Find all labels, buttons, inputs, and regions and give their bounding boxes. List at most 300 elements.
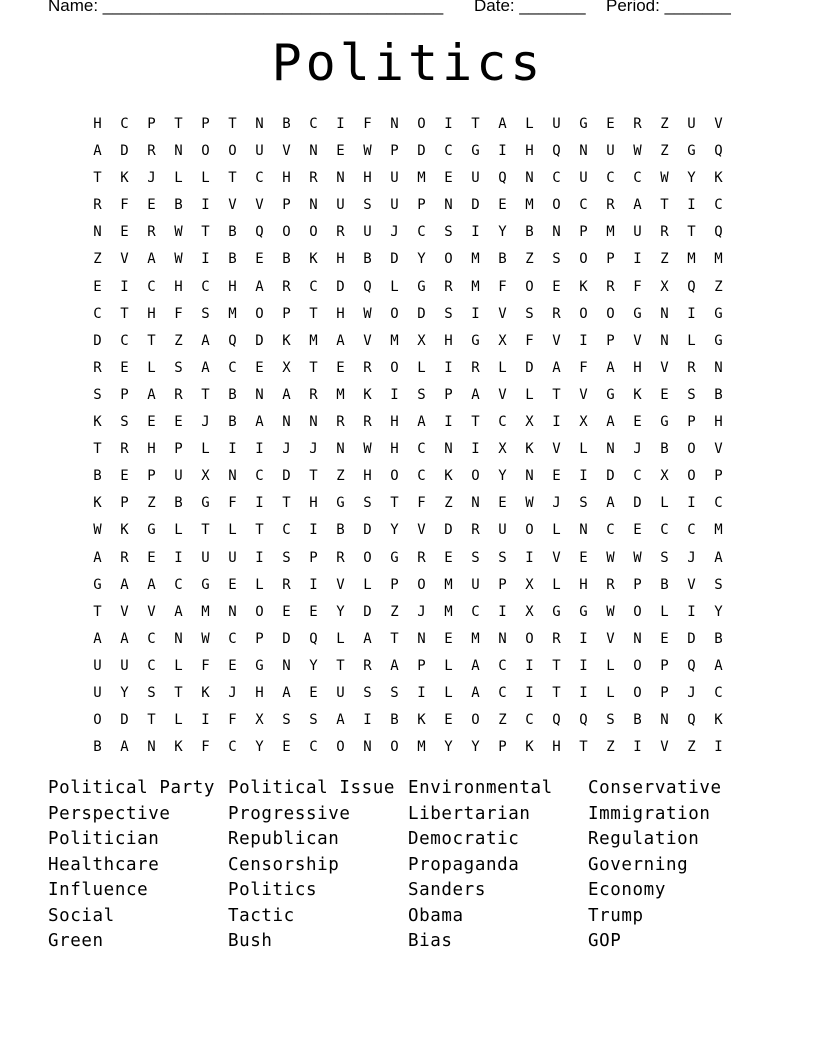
grid-cell[interactable]: O [633, 684, 642, 701]
grid-cell[interactable]: I [390, 386, 399, 403]
grid-cell[interactable]: E [309, 684, 318, 701]
grid-cell[interactable]: S [525, 305, 534, 322]
grid-cell[interactable]: E [147, 197, 156, 214]
grid-cell[interactable]: N [336, 170, 345, 187]
grid-cell[interactable]: V [714, 116, 723, 132]
grid-cell[interactable]: L [363, 576, 372, 593]
grid-cell[interactable]: C [255, 170, 264, 187]
grid-cell[interactable]: T [255, 522, 264, 539]
grid-cell[interactable]: J [390, 224, 399, 241]
grid-cell[interactable]: O [228, 143, 237, 160]
grid-cell[interactable]: Y [309, 657, 318, 674]
grid-cell[interactable]: A [471, 684, 480, 701]
grid-cell[interactable]: O [93, 712, 102, 729]
grid-cell[interactable]: E [255, 359, 264, 376]
grid-cell[interactable]: M [714, 251, 723, 268]
grid-cell[interactable]: L [552, 576, 561, 593]
grid-cell[interactable]: P [282, 197, 291, 214]
grid-cell[interactable]: R [363, 359, 372, 376]
grid-cell[interactable]: B [336, 522, 345, 539]
grid-cell[interactable]: K [174, 739, 183, 756]
grid-cell[interactable]: I [444, 414, 453, 431]
grid-cell[interactable]: D [417, 143, 426, 160]
grid-cell[interactable]: A [282, 386, 291, 403]
grid-cell[interactable]: I [498, 603, 507, 620]
grid-cell[interactable]: R [282, 278, 291, 295]
grid-cell[interactable]: V [282, 143, 291, 160]
grid-cell[interactable]: Q [309, 630, 318, 647]
grid-cell[interactable]: L [390, 278, 399, 295]
grid-cell[interactable]: C [309, 116, 318, 132]
grid-cell[interactable]: C [660, 522, 669, 539]
grid-cell[interactable]: X [417, 332, 426, 349]
grid-cell[interactable]: T [282, 495, 291, 512]
grid-cell[interactable]: U [93, 684, 102, 701]
grid-cell[interactable]: I [579, 630, 588, 647]
grid-cell[interactable]: K [714, 712, 723, 729]
grid-cell[interactable]: L [660, 495, 669, 512]
grid-cell[interactable]: C [147, 657, 156, 674]
grid-cell[interactable]: W [633, 549, 642, 566]
grid-cell[interactable]: O [417, 576, 426, 593]
grid-cell[interactable]: T [93, 441, 102, 458]
grid-cell[interactable]: R [336, 414, 345, 431]
grid-cell[interactable]: F [228, 712, 237, 729]
grid-cell[interactable]: R [687, 359, 696, 376]
grid-cell[interactable]: R [120, 441, 129, 458]
grid-cell[interactable]: D [336, 278, 345, 295]
grid-cell[interactable]: R [363, 657, 372, 674]
grid-cell[interactable]: N [579, 522, 588, 539]
grid-cell[interactable]: B [525, 224, 534, 241]
grid-cell[interactable]: O [633, 603, 642, 620]
grid-cell[interactable]: Y [498, 224, 507, 241]
grid-cell[interactable]: R [552, 630, 561, 647]
grid-cell[interactable]: N [147, 739, 156, 756]
grid-cell[interactable]: Z [174, 332, 183, 349]
grid-cell[interactable]: V [498, 386, 507, 403]
grid-cell[interactable]: C [417, 441, 426, 458]
grid-cell[interactable]: I [525, 684, 534, 701]
grid-cell[interactable]: P [444, 386, 453, 403]
grid-cell[interactable]: U [633, 224, 642, 241]
grid-cell[interactable]: O [255, 305, 264, 322]
grid-cell[interactable]: A [147, 576, 156, 593]
grid-cell[interactable]: N [552, 224, 561, 241]
grid-cell[interactable]: O [282, 224, 291, 241]
grid-cell[interactable]: K [93, 495, 102, 512]
grid-cell[interactable]: P [255, 630, 264, 647]
grid-cell[interactable]: R [309, 170, 318, 187]
grid-cell[interactable]: P [498, 739, 507, 756]
grid-cell[interactable]: J [309, 441, 318, 458]
grid-cell[interactable]: A [201, 359, 210, 376]
grid-cell[interactable]: R [633, 116, 642, 132]
grid-cell[interactable]: V [417, 522, 426, 539]
name-field[interactable]: Name: ____________________________________ [48, 0, 444, 15]
grid-cell[interactable]: A [390, 657, 399, 674]
grid-cell[interactable]: N [255, 116, 264, 132]
grid-cell[interactable]: H [525, 143, 534, 160]
grid-cell[interactable]: Z [444, 495, 453, 512]
grid-cell[interactable]: E [660, 630, 669, 647]
grid-cell[interactable]: O [579, 251, 588, 268]
grid-cell[interactable]: X [525, 576, 534, 593]
grid-cell[interactable]: W [201, 630, 210, 647]
grid-cell[interactable]: L [147, 359, 156, 376]
grid-cell[interactable]: L [417, 359, 426, 376]
grid-cell[interactable]: F [120, 197, 129, 214]
grid-cell[interactable]: H [390, 441, 399, 458]
grid-cell[interactable]: N [174, 630, 183, 647]
grid-cell[interactable]: U [390, 170, 399, 187]
grid-cell[interactable]: G [471, 143, 480, 160]
grid-cell[interactable]: D [471, 197, 480, 214]
grid-cell[interactable]: T [390, 495, 399, 512]
grid-cell[interactable]: E [498, 197, 507, 214]
grid-cell[interactable]: B [498, 251, 507, 268]
grid-cell[interactable]: H [147, 441, 156, 458]
grid-cell[interactable]: Q [552, 712, 561, 729]
grid-cell[interactable]: R [147, 143, 156, 160]
grid-cell[interactable]: U [93, 657, 102, 674]
grid-cell[interactable]: D [687, 630, 696, 647]
grid-cell[interactable]: S [309, 712, 318, 729]
grid-cell[interactable]: S [201, 305, 210, 322]
grid-cell[interactable]: O [525, 630, 534, 647]
grid-cell[interactable]: H [552, 739, 561, 756]
grid-cell[interactable]: M [444, 576, 453, 593]
grid-cell[interactable]: S [552, 251, 561, 268]
grid-cell[interactable]: X [525, 603, 534, 620]
grid-cell[interactable]: U [687, 116, 696, 132]
grid-cell[interactable]: V [714, 441, 723, 458]
grid-cell[interactable]: U [255, 143, 264, 160]
grid-cell[interactable]: N [660, 305, 669, 322]
grid-cell[interactable]: K [363, 386, 372, 403]
grid-cell[interactable]: R [336, 549, 345, 566]
grid-cell[interactable]: E [174, 414, 183, 431]
grid-cell[interactable]: C [174, 576, 183, 593]
grid-cell[interactable]: P [147, 116, 156, 132]
grid-cell[interactable]: B [363, 251, 372, 268]
grid-cell[interactable]: Z [147, 495, 156, 512]
grid-cell[interactable]: N [714, 359, 723, 376]
grid-cell[interactable]: B [660, 441, 669, 458]
grid-cell[interactable]: C [120, 116, 129, 132]
grid-cell[interactable]: R [606, 278, 615, 295]
grid-cell[interactable]: K [579, 278, 588, 295]
grid-cell[interactable]: D [444, 522, 453, 539]
grid-cell[interactable]: B [93, 468, 102, 485]
grid-cell[interactable]: I [471, 441, 480, 458]
grid-cell[interactable]: P [390, 143, 399, 160]
grid-cell[interactable]: O [579, 305, 588, 322]
grid-cell[interactable]: N [390, 116, 399, 132]
grid-cell[interactable]: G [633, 305, 642, 322]
grid-cell[interactable]: M [444, 603, 453, 620]
grid-cell[interactable]: L [687, 332, 696, 349]
grid-cell[interactable]: I [444, 359, 453, 376]
grid-cell[interactable]: A [714, 657, 723, 674]
grid-cell[interactable]: I [579, 332, 588, 349]
grid-cell[interactable]: B [390, 712, 399, 729]
grid-cell[interactable]: A [93, 143, 102, 160]
grid-cell[interactable]: S [714, 576, 723, 593]
grid-cell[interactable]: Y [120, 684, 129, 701]
grid-cell[interactable]: E [552, 468, 561, 485]
grid-cell[interactable]: K [417, 712, 426, 729]
grid-cell[interactable]: H [444, 332, 453, 349]
grid-cell[interactable]: O [390, 739, 399, 756]
grid-cell[interactable]: C [714, 684, 723, 701]
grid-cell[interactable]: G [606, 386, 615, 403]
grid-cell[interactable]: C [498, 657, 507, 674]
grid-cell[interactable]: H [363, 468, 372, 485]
grid-cell[interactable]: V [498, 305, 507, 322]
grid-cell[interactable]: G [147, 522, 156, 539]
grid-cell[interactable]: N [282, 414, 291, 431]
grid-cell[interactable]: P [606, 251, 615, 268]
grid-cell[interactable]: X [660, 468, 669, 485]
grid-cell[interactable]: Y [444, 739, 453, 756]
grid-cell[interactable]: C [552, 170, 561, 187]
grid-cell[interactable]: W [633, 143, 642, 160]
grid-cell[interactable]: D [120, 143, 129, 160]
grid-cell[interactable]: E [147, 549, 156, 566]
grid-cell[interactable]: J [687, 549, 696, 566]
grid-cell[interactable]: T [201, 224, 210, 241]
grid-cell[interactable]: W [174, 251, 183, 268]
grid-cell[interactable]: E [606, 116, 615, 132]
grid-cell[interactable]: I [255, 549, 264, 566]
grid-cell[interactable]: C [579, 197, 588, 214]
grid-cell[interactable]: B [714, 630, 723, 647]
grid-cell[interactable]: G [579, 603, 588, 620]
grid-cell[interactable]: C [309, 278, 318, 295]
grid-cell[interactable]: G [687, 143, 696, 160]
grid-cell[interactable]: B [174, 197, 183, 214]
grid-cell[interactable]: B [228, 414, 237, 431]
grid-cell[interactable]: R [309, 386, 318, 403]
grid-cell[interactable]: Z [498, 712, 507, 729]
grid-cell[interactable]: T [552, 657, 561, 674]
grid-cell[interactable]: V [606, 630, 615, 647]
grid-cell[interactable]: I [255, 441, 264, 458]
grid-cell[interactable]: T [579, 739, 588, 756]
grid-cell[interactable]: I [309, 576, 318, 593]
grid-cell[interactable]: G [579, 116, 588, 132]
grid-cell[interactable]: N [174, 143, 183, 160]
grid-cell[interactable]: T [660, 197, 669, 214]
grid-cell[interactable]: I [552, 414, 561, 431]
grid-cell[interactable]: P [714, 468, 723, 485]
grid-cell[interactable]: P [633, 576, 642, 593]
grid-cell[interactable]: T [147, 712, 156, 729]
grid-cell[interactable]: N [498, 630, 507, 647]
grid-cell[interactable]: A [633, 197, 642, 214]
grid-cell[interactable]: S [174, 359, 183, 376]
grid-cell[interactable]: W [174, 224, 183, 241]
grid-cell[interactable]: S [282, 712, 291, 729]
grid-cell[interactable]: C [498, 684, 507, 701]
grid-cell[interactable]: A [255, 414, 264, 431]
grid-cell[interactable]: I [687, 305, 696, 322]
grid-cell[interactable]: V [579, 386, 588, 403]
grid-cell[interactable]: I [579, 657, 588, 674]
grid-cell[interactable]: C [147, 630, 156, 647]
grid-cell[interactable]: A [417, 414, 426, 431]
grid-cell[interactable]: Y [417, 251, 426, 268]
grid-cell[interactable]: V [336, 576, 345, 593]
grid-cell[interactable]: N [444, 441, 453, 458]
grid-cell[interactable]: V [255, 197, 264, 214]
grid-cell[interactable]: Y [255, 739, 264, 756]
grid-cell[interactable]: P [147, 468, 156, 485]
grid-cell[interactable]: R [471, 359, 480, 376]
grid-cell[interactable]: E [120, 468, 129, 485]
grid-cell[interactable]: C [417, 224, 426, 241]
grid-cell[interactable]: W [93, 522, 102, 539]
grid-cell[interactable]: H [633, 359, 642, 376]
grid-cell[interactable]: T [228, 116, 237, 132]
grid-cell[interactable]: I [579, 468, 588, 485]
grid-cell[interactable]: M [471, 278, 480, 295]
grid-cell[interactable]: E [498, 495, 507, 512]
grid-cell[interactable]: A [120, 739, 129, 756]
grid-cell[interactable]: N [660, 332, 669, 349]
grid-cell[interactable]: C [228, 359, 237, 376]
grid-cell[interactable]: D [282, 468, 291, 485]
grid-cell[interactable]: T [174, 116, 183, 132]
grid-cell[interactable]: R [552, 305, 561, 322]
grid-cell[interactable]: S [363, 495, 372, 512]
grid-cell[interactable]: E [228, 576, 237, 593]
grid-cell[interactable]: P [174, 441, 183, 458]
grid-cell[interactable]: L [444, 657, 453, 674]
grid-cell[interactable]: J [201, 414, 210, 431]
grid-cell[interactable]: C [633, 170, 642, 187]
grid-cell[interactable]: B [228, 224, 237, 241]
grid-cell[interactable]: S [606, 712, 615, 729]
grid-cell[interactable]: V [552, 549, 561, 566]
grid-cell[interactable]: L [201, 441, 210, 458]
grid-cell[interactable]: M [471, 251, 480, 268]
grid-cell[interactable]: I [174, 549, 183, 566]
grid-cell[interactable]: L [525, 386, 534, 403]
grid-cell[interactable]: Z [606, 739, 615, 756]
grid-cell[interactable]: G [336, 495, 345, 512]
grid-cell[interactable]: L [228, 522, 237, 539]
grid-cell[interactable]: P [120, 386, 129, 403]
grid-cell[interactable]: K [282, 332, 291, 349]
grid-cell[interactable]: N [444, 197, 453, 214]
grid-cell[interactable]: A [336, 712, 345, 729]
grid-cell[interactable]: L [174, 712, 183, 729]
grid-cell[interactable]: E [336, 143, 345, 160]
grid-cell[interactable]: U [120, 657, 129, 674]
grid-cell[interactable]: T [147, 332, 156, 349]
grid-cell[interactable]: C [228, 630, 237, 647]
grid-cell[interactable]: F [174, 305, 183, 322]
grid-cell[interactable]: Q [714, 224, 723, 241]
grid-cell[interactable]: B [660, 576, 669, 593]
grid-cell[interactable]: Q [687, 278, 696, 295]
grid-cell[interactable]: C [606, 522, 615, 539]
grid-cell[interactable]: C [444, 143, 453, 160]
grid-cell[interactable]: X [498, 332, 507, 349]
grid-cell[interactable]: T [93, 170, 102, 187]
grid-cell[interactable]: D [282, 630, 291, 647]
grid-cell[interactable]: P [660, 657, 669, 674]
grid-cell[interactable]: I [525, 657, 534, 674]
grid-cell[interactable]: M [390, 332, 399, 349]
grid-cell[interactable]: X [498, 441, 507, 458]
grid-cell[interactable]: A [714, 549, 723, 566]
grid-cell[interactable]: E [309, 603, 318, 620]
grid-cell[interactable]: O [363, 549, 372, 566]
grid-cell[interactable]: K [525, 739, 534, 756]
grid-cell[interactable]: G [417, 278, 426, 295]
grid-cell[interactable]: E [255, 251, 264, 268]
grid-cell[interactable]: E [633, 522, 642, 539]
grid-cell[interactable]: M [606, 224, 615, 241]
grid-cell[interactable]: T [687, 224, 696, 241]
grid-cell[interactable]: N [255, 386, 264, 403]
grid-cell[interactable]: O [201, 143, 210, 160]
grid-cell[interactable]: E [336, 359, 345, 376]
grid-cell[interactable]: L [201, 170, 210, 187]
grid-cell[interactable]: Z [660, 251, 669, 268]
grid-cell[interactable]: Z [390, 603, 399, 620]
grid-cell[interactable]: Z [336, 468, 345, 485]
grid-cell[interactable]: P [201, 116, 210, 132]
grid-cell[interactable]: I [201, 251, 210, 268]
grid-cell[interactable]: X [579, 414, 588, 431]
grid-cell[interactable]: R [174, 386, 183, 403]
grid-cell[interactable]: L [606, 684, 615, 701]
grid-cell[interactable]: U [471, 576, 480, 593]
grid-cell[interactable]: P [417, 197, 426, 214]
grid-cell[interactable]: U [390, 197, 399, 214]
grid-cell[interactable]: T [471, 116, 480, 132]
grid-cell[interactable]: M [228, 305, 237, 322]
grid-cell[interactable]: E [120, 359, 129, 376]
grid-cell[interactable]: H [363, 170, 372, 187]
grid-cell[interactable]: B [93, 739, 102, 756]
grid-cell[interactable]: E [282, 603, 291, 620]
grid-cell[interactable]: A [120, 576, 129, 593]
grid-cell[interactable]: A [606, 359, 615, 376]
grid-cell[interactable]: D [255, 332, 264, 349]
grid-cell[interactable]: A [471, 386, 480, 403]
grid-cell[interactable]: E [579, 549, 588, 566]
grid-cell[interactable]: D [120, 712, 129, 729]
grid-cell[interactable]: I [633, 739, 642, 756]
grid-cell[interactable]: S [687, 386, 696, 403]
grid-cell[interactable]: U [201, 549, 210, 566]
grid-cell[interactable]: J [552, 495, 561, 512]
grid-cell[interactable]: C [633, 468, 642, 485]
grid-cell[interactable]: L [579, 441, 588, 458]
grid-cell[interactable]: I [417, 684, 426, 701]
grid-cell[interactable]: R [606, 197, 615, 214]
grid-cell[interactable]: E [444, 630, 453, 647]
grid-cell[interactable]: S [363, 684, 372, 701]
grid-cell[interactable]: W [363, 143, 372, 160]
grid-cell[interactable]: U [228, 549, 237, 566]
grid-cell[interactable]: L [336, 630, 345, 647]
